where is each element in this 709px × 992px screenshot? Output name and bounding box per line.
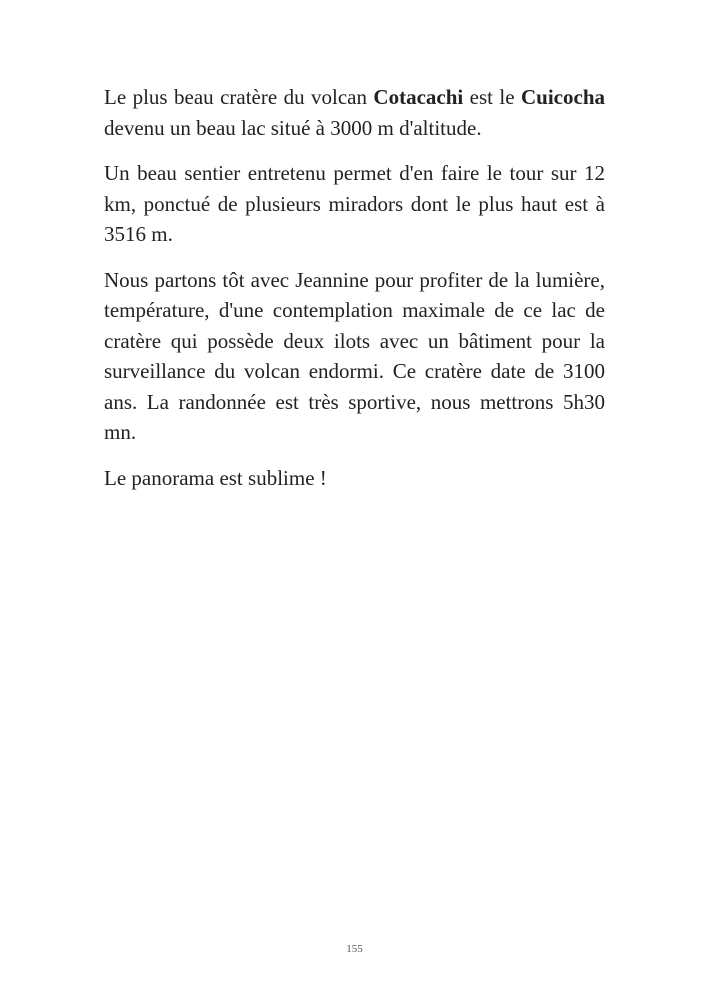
paragraph-trail: Un beau sentier entretenu permet d'en faire le tour sur 12 km, ponctué de plusieurs miradors dont le plus haut est à 3516 m. [104,161,605,246]
volcano-name: Cotacachi [373,85,464,109]
body-text [104,82,605,508]
paragraph-cuicocha-intro [104,82,605,143]
paragraph-panorama: Le panorama est sublime ! [104,465,327,490]
lake-name: Cuicocha [521,85,605,109]
paragraph-text: Le plus beau cratère du volcan [104,85,374,109]
paragraph-text: devenu un beau lac situé à 3000 m d'altitude. [104,115,482,140]
page-number: 155 [346,943,363,955]
paragraph-text: est le [463,85,521,109]
paragraph-hike: Nous partons tôt avec Jeannine pour profiter de la lumière, température, d'une contemplation maximale de ce lac de cratère qui possède deux ilots avec un bâtiment pour la surveillance du volcan endormi. Ce cratère date de 3100 ans. La randonnée est très sportive, nous mettrons 5h30 mn. [104,267,605,444]
